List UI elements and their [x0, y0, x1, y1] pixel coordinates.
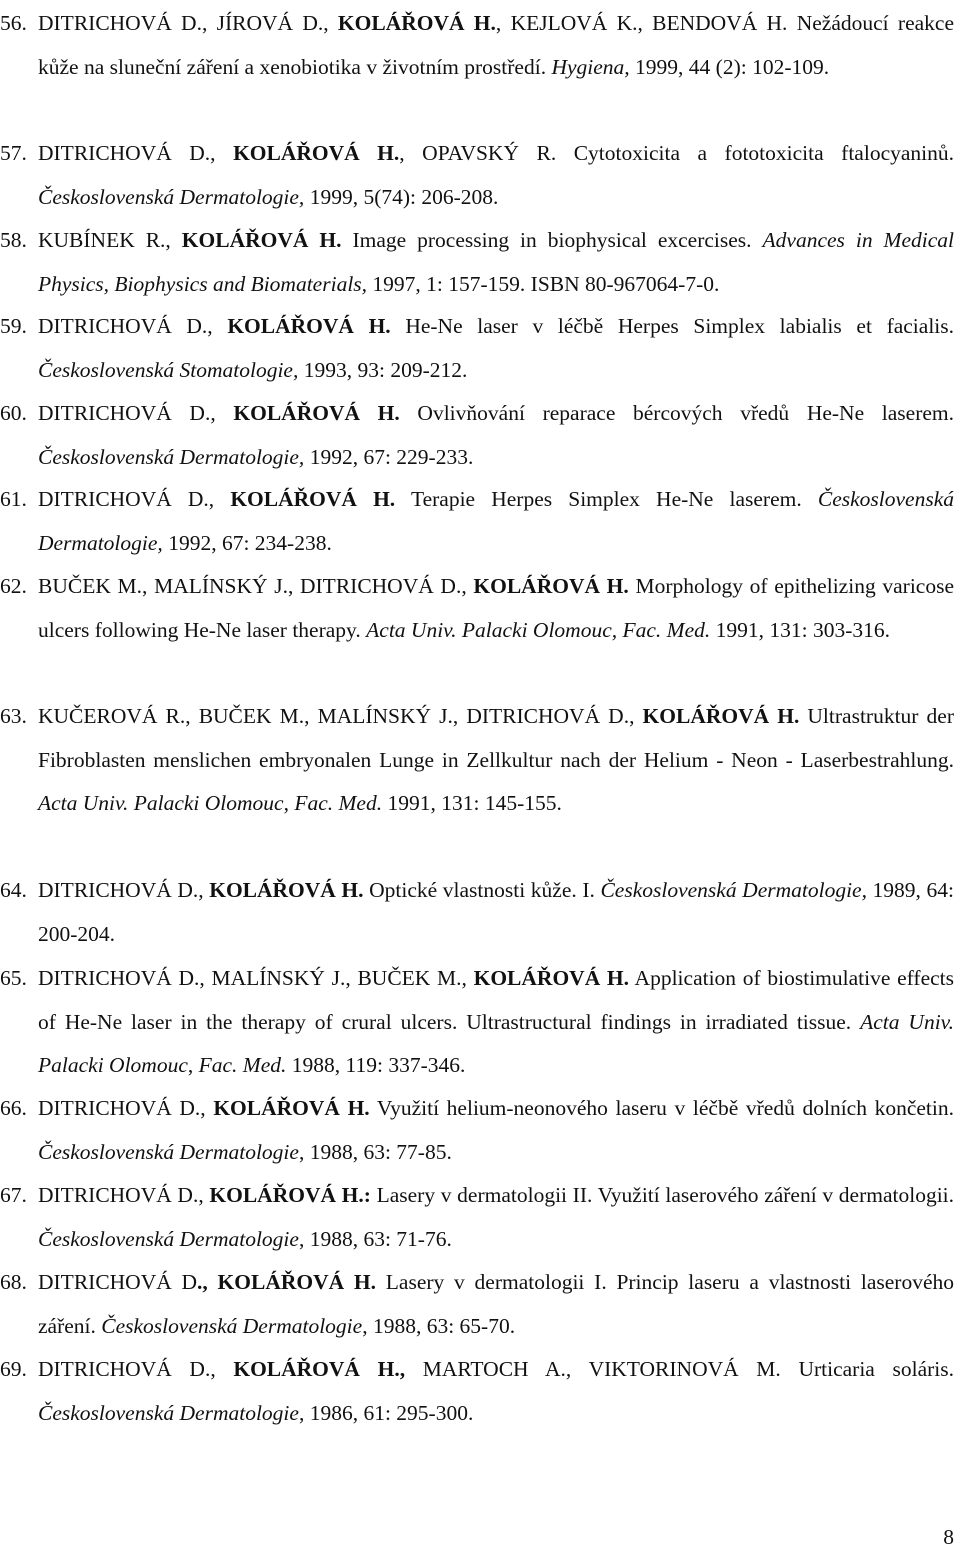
reference-text: 1989, 64: 200-204.: [38, 878, 954, 946]
reference-number: 57.: [0, 141, 27, 165]
reference-entry: [0, 1348, 960, 1435]
reference-entry: [0, 1087, 960, 1174]
reference-text: DITRICHOVÁ D.,: [38, 141, 234, 165]
reference-number: 60.: [0, 401, 27, 425]
reference-entry: [0, 565, 960, 652]
reference-text: DITRICHOVÁ D.,: [38, 1357, 234, 1381]
author-highlight: KOLÁŘOVÁ H.: [213, 1096, 370, 1120]
journal-title: Československá Dermatologie: [38, 1400, 299, 1425]
reference-text: Morphology of epithelizing varicose ulcers following He-Ne laser therapy.: [38, 574, 954, 642]
journal-title: Československá Dermatologie,: [38, 487, 954, 555]
reference-text: ,: [283, 791, 295, 816]
reference-entry: [0, 132, 960, 219]
reference-text: DITRICHOVÁ D., MALÍNSKÝ J., BUČEK M.,: [38, 966, 474, 990]
reference-entry: [0, 478, 960, 565]
journal-title: Československá Dermatologie,: [600, 878, 867, 902]
reference-text: DITRICHOVÁ D.,: [38, 401, 234, 425]
journal-title: Hygiena,: [551, 54, 630, 79]
reference-entry: [0, 695, 960, 826]
reference-entry: [0, 1174, 960, 1261]
reference-entry: [0, 219, 960, 306]
reference-entry: [0, 869, 960, 956]
reference-number: 65.: [0, 966, 27, 990]
journal-title: Advances in Medical Physics, Biophysics and Biomaterials,: [38, 228, 954, 296]
reference-text: , 1988, 63: 77-85.: [298, 1139, 452, 1164]
author-highlight: KOLÁŘOVÁ H.,: [233, 1357, 406, 1381]
reference-entry: [0, 392, 960, 479]
author-highlight: ., KOLÁŘOVÁ H.: [197, 1270, 377, 1294]
author-highlight: KOLÁŘOVÁ H.: [209, 878, 364, 902]
journal-title: Acta Univ. Palacki Olomouc: [38, 791, 284, 816]
reference-text: , OPAVSKÝ R. Cytotoxicita a fototoxicita ftalocyaninů.: [399, 141, 955, 165]
reference-text: Optické vlastnosti kůže. I.: [363, 878, 601, 902]
reference-number: 62.: [0, 574, 27, 598]
reference-entry: [0, 1261, 960, 1348]
journal-title: Fac. Med.: [198, 1053, 287, 1078]
journal-title: Československá Dermatologie: [38, 1226, 299, 1251]
journal-title: Fac. Med.: [294, 791, 383, 816]
reference-text: Terapie Herpes Simplex He-Ne laserem.: [395, 487, 818, 511]
reference-text: DITRICHOVÁ D.,: [38, 1183, 210, 1207]
author-highlight: KOLÁŘOVÁ H.: [181, 228, 342, 252]
reference-text: 1999, 5(74): 206-208.: [304, 184, 499, 209]
reference-number: 56.: [0, 11, 27, 35]
reference-text: , 1988, 63: 71-76.: [298, 1226, 452, 1251]
reference-text: 1988, 119: 337-346.: [286, 1053, 466, 1078]
journal-title: Československá Dermatologie,: [38, 184, 305, 209]
reference-text: 1992, 67: 229-233.: [304, 444, 474, 469]
reference-text: DITRICHOVÁ D.,: [38, 1096, 214, 1120]
reference-text: Využití helium-neonového laseru v léčbě vředů dolních končetin.: [369, 1096, 955, 1120]
author-highlight: KOLÁŘOVÁ H.: [233, 401, 400, 425]
reference-number: 66.: [0, 1096, 27, 1120]
reference-number: 69.: [0, 1357, 27, 1381]
reference-number: 68.: [0, 1270, 27, 1294]
reference-number: 61.: [0, 487, 27, 511]
reference-entry: [0, 957, 960, 1088]
reference-number: 64.: [0, 878, 27, 902]
author-highlight: KOLÁŘOVÁ H.:: [209, 1183, 371, 1207]
reference-text: DITRICHOVÁ D.,: [38, 487, 231, 511]
reference-text: Lasery v dermatologii I. Princip laseru a vlastnosti laserového záření.: [38, 1270, 954, 1338]
reference-text: Ovlivňování reparace bércových vředů He-Ne laserem.: [399, 401, 955, 425]
reference-text: 1991, 131: 303-316.: [710, 617, 891, 642]
journal-title: Acta Univ. Palacki Olomouc, Fac. Med.: [366, 617, 711, 642]
reference-text: Lasery v dermatologii II. Využití laserového záření v dermatologii.: [370, 1183, 955, 1207]
reference-text: , 1988, 63: 65-70.: [362, 1313, 516, 1338]
reference-text: 1991, 131: 145-155.: [382, 791, 562, 816]
reference-text: Image processing in biophysical excercises.: [341, 228, 763, 252]
reference-text: ,: [187, 1053, 199, 1078]
reference-text: Application of biostimulative effects of He-Ne laser in the therapy of crural ulcers. Ultrastructural findings in irradiated tissue.: [38, 966, 954, 1034]
reference-text: 1993, 93: 209-212.: [298, 357, 468, 382]
reference-text: DITRICHOVÁ D.,: [38, 314, 228, 338]
reference-number: 59.: [0, 314, 27, 338]
reference-number: 58.: [0, 228, 27, 252]
author-highlight: KOLÁŘOVÁ H.: [473, 574, 629, 598]
reference-text: DITRICHOVÁ D: [38, 1270, 198, 1294]
author-highlight: KOLÁŘOVÁ H.: [227, 314, 391, 338]
reference-text: 1997, 1: 157-159. ISBN 80-967064-7-0.: [367, 271, 720, 296]
reference-entry: [0, 305, 960, 392]
reference-text: DITRICHOVÁ D.,: [38, 878, 210, 902]
journal-title: Acta Univ. Palacki Olomouc: [38, 1009, 954, 1078]
journal-title: Československá Stomatologie,: [38, 357, 299, 382]
reference-text: 1999, 44 (2): 102-109.: [629, 54, 830, 79]
author-highlight: KOLÁŘOVÁ H.: [473, 966, 630, 990]
reference-text: , 1986, 61: 295-300.: [298, 1400, 474, 1425]
author-highlight: KOLÁŘOVÁ H.: [230, 487, 396, 511]
reference-text: MARTOCH A., VIKTORINOVÁ M. Urticaria soláris.: [405, 1357, 954, 1381]
journal-title: Československá Dermatologie: [101, 1313, 363, 1338]
reference-entry: [0, 2, 960, 89]
reference-text: KUČEROVÁ R., BUČEK M., MALÍNSKÝ J., DITRICHOVÁ D.,: [38, 704, 643, 728]
journal-title: Československá Dermatologie: [38, 1139, 299, 1164]
reference-number: 67.: [0, 1183, 27, 1207]
reference-text: KUBÍNEK R.,: [38, 228, 182, 252]
reference-text: He-Ne laser v léčbě Herpes Simplex labialis et facialis.: [390, 314, 955, 338]
author-highlight: KOLÁŘOVÁ H.: [642, 704, 800, 728]
author-highlight: KOLÁŘOVÁ H.: [233, 141, 400, 165]
reference-text: 1992, 67: 234-238.: [162, 530, 332, 555]
reference-text: DITRICHOVÁ D., JÍROVÁ D.,: [38, 11, 338, 35]
reference-number: 63.: [0, 704, 27, 728]
page-number: 8: [943, 1525, 954, 1549]
reference-text: , KEJLOVÁ K., BENDOVÁ H. Nežádoucí reakce kůže na sluneční záření a xenobiotika v životním prostředí.: [38, 11, 954, 79]
reference-text: BUČEK M., MALÍNSKÝ J., DITRICHOVÁ D.,: [38, 574, 474, 598]
journal-title: Československá Dermatologie,: [38, 444, 305, 469]
author-highlight: KOLÁŘOVÁ H.: [337, 11, 496, 35]
reference-text: Ultrastruktur der Fibroblasten menslichen embryonalen Lunge in Zellkultur nach der Helium - Neon - Laserbestrahlung.: [38, 704, 954, 772]
